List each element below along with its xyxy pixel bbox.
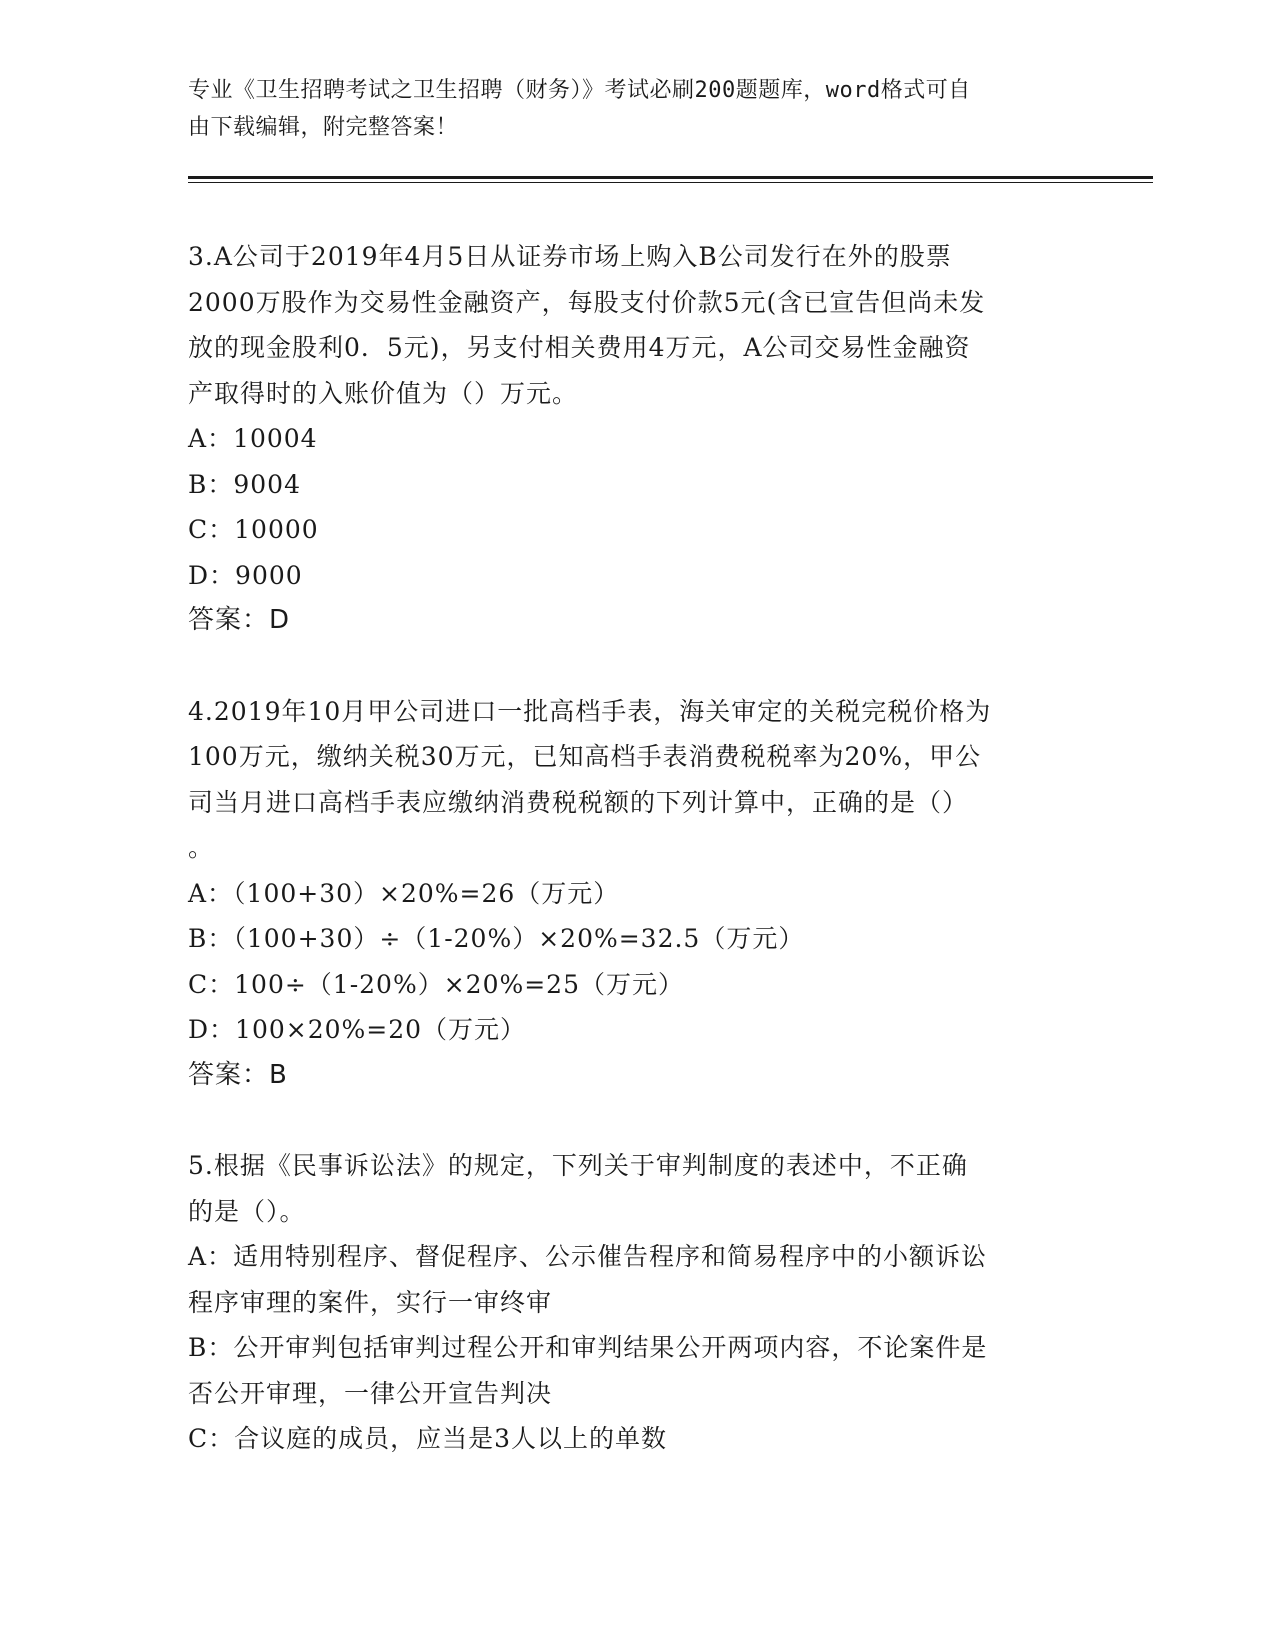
option-c: C：10000: [188, 515, 319, 544]
question-block: [188, 689, 1088, 1099]
option-d: D：100×20%=20（万元）: [188, 1015, 527, 1044]
question-block: [188, 234, 1088, 644]
option-b: B：公开审判包括审判过程公开和审判结果公开两项内容，不论案件是: [188, 1333, 988, 1362]
answer-line: 答案：D: [188, 605, 291, 635]
option-b: B：（100+30）÷（1-20%）×20%=32.5（万元）: [188, 924, 805, 953]
question-line: 3.A公司于2019年4月5日从证券市场上购入B公司发行在外的股票: [188, 242, 952, 271]
question-text: [188, 689, 1088, 871]
question-line: 产取得时的入账价值为（）万元。: [188, 378, 579, 408]
option-a: A：（100+30）×20%=26（万元）: [188, 878, 620, 908]
header-divider-thin: [188, 182, 1153, 183]
header-divider-thick: [188, 176, 1153, 179]
question-line: 2000万股作为交易性金融资产，每股支付价款5元(含已宣告但尚未发: [188, 287, 986, 317]
option-d: D：9000: [188, 560, 303, 590]
question-block: [188, 1143, 1088, 1462]
question-line: 放的现金股利0．5元)，另支付相关费用4万元，A公司交易性金融资: [188, 333, 971, 362]
question-text: [188, 234, 1088, 416]
option-c: C：100÷（1-20%）×20%=25（万元）: [188, 969, 684, 999]
question-list: [188, 234, 1088, 1507]
question-line: 4.2019年10月甲公司进口一批高档手表，海关审定的关税完税价格为: [188, 696, 992, 726]
header-line: 由下载编辑，附完整答案！: [188, 115, 459, 140]
option-b-continued: 否公开审理，一律公开宣告判决: [188, 1378, 553, 1408]
question-line: 100万元，缴纳关税30万元，已知高档手表消费税税率为20%，甲公: [188, 742, 982, 771]
option-a: A：10004: [188, 424, 318, 453]
question-line: 。: [188, 833, 215, 862]
document-header: [188, 72, 1068, 146]
answer-line: 答案：B: [188, 1059, 288, 1090]
option-b: B：9004: [188, 469, 301, 499]
question-line: 的是（）。: [188, 1196, 306, 1226]
option-a-continued: 程序审理的案件，实行一审终审: [188, 1287, 553, 1317]
question-text: [188, 1143, 1088, 1234]
header-line: 专业《卫生招聘考试之卫生招聘（财务）》考试必刷200题题库，word格式可自: [188, 78, 971, 103]
question-line: 5.根据《民事诉讼法》的规定，下列关于审判制度的表述中，不正确: [188, 1151, 968, 1180]
option-a: A：适用特别程序、督促程序、公示催告程序和简易程序中的小额诉讼: [188, 1242, 988, 1271]
question-line: 司当月进口高档手表应缴纳消费税税额的下列计算中，正确的是（）: [188, 787, 969, 817]
option-c: C：合议庭的成员，应当是3人以上的单数: [188, 1424, 668, 1453]
